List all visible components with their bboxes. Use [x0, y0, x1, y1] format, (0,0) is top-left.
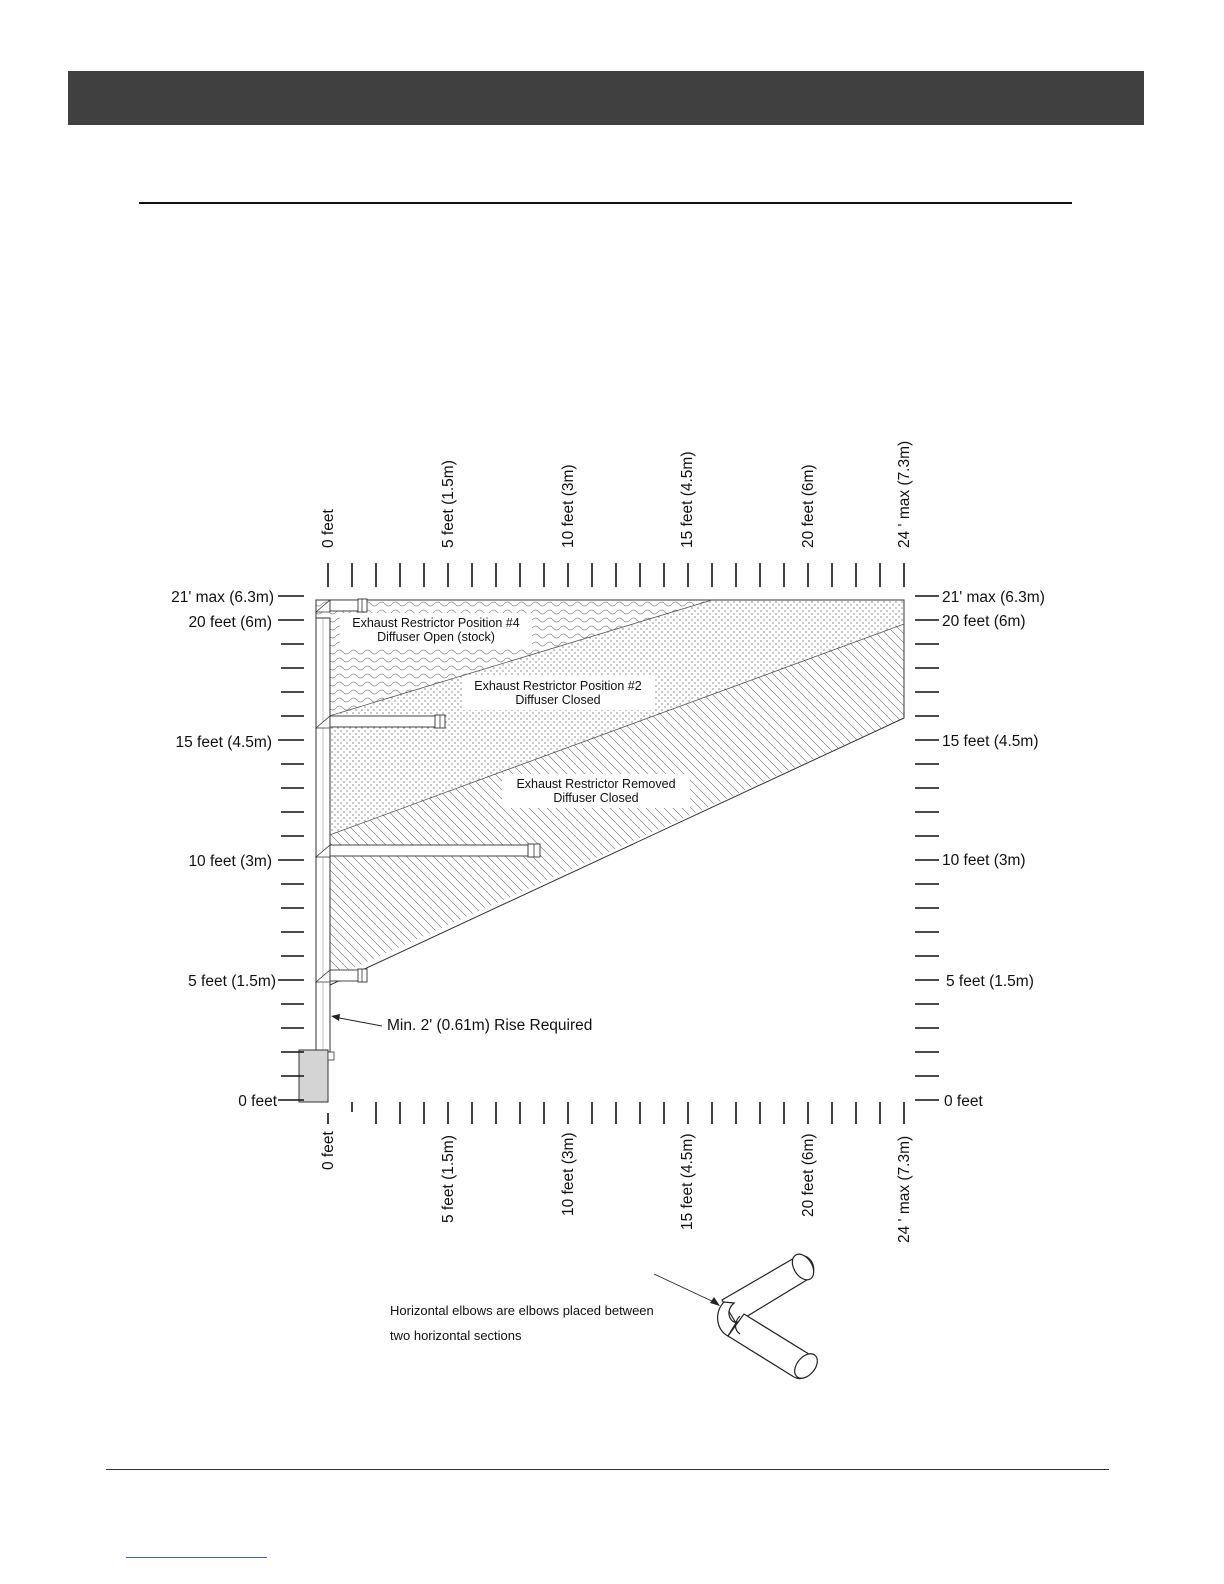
rise-arrow-line: [334, 1017, 382, 1026]
rise-note: Min. 2' (0.61m) Rise Required: [387, 1017, 593, 1034]
x-label-top-0: 0 feet: [320, 509, 337, 548]
footer-rule: [106, 1469, 1109, 1470]
x-label-top-24: 24 ' max (7.3m): [896, 440, 913, 548]
zone-label-removed: Exhaust Restrictor Removed: [516, 777, 676, 791]
zone-label-pos2-sub: Diffuser Closed: [515, 693, 601, 707]
zone-label-pos2: Exhaust Restrictor Position #2: [474, 679, 642, 693]
y-label-right-15: 15 feet (4.5m): [942, 733, 1039, 750]
x-label-bottom-20: 20 feet (6m): [800, 1133, 817, 1217]
zone-label-removed-sub: Diffuser Closed: [553, 791, 639, 805]
appliance-collar: [328, 1052, 334, 1060]
y-label-right-10: 10 feet (3m): [942, 852, 1026, 869]
termination-10ft: [316, 844, 540, 857]
elbow-note-line1: Horizontal elbows are elbows placed between: [390, 1303, 654, 1318]
elbow-note-line2: two horizontal sections: [390, 1328, 522, 1343]
x-label-top-5: 5 feet (1.5m): [440, 460, 457, 548]
y-label-left-0: 0 feet: [238, 1093, 277, 1110]
x-label-top-10: 10 feet (3m): [560, 464, 577, 548]
x-label-bottom-15: 15 feet (4.5m): [679, 1133, 696, 1230]
vent-pipe: [316, 618, 330, 1052]
x-label-bottom-24: 24 ' max (7.3m): [896, 1135, 913, 1243]
horizontal-elbow-illustration: [718, 1250, 822, 1382]
y-label-left-15: 15 feet (4.5m): [175, 734, 272, 751]
elbow-pointer-line: [654, 1274, 716, 1303]
x-label-bottom-10: 10 feet (3m): [560, 1132, 577, 1216]
y-label-right-21: 21' max (6.3m): [942, 589, 1045, 606]
y-label-left-10: 10 feet (3m): [188, 853, 272, 870]
x-label-top-15: 15 feet (4.5m): [679, 451, 696, 548]
zone-label-pos4-sub: Diffuser Open (stock): [377, 630, 495, 644]
y-label-left-20: 20 feet (6m): [188, 614, 272, 631]
elbow-pointer-arrowhead: [710, 1297, 720, 1306]
termination-16ft: [316, 715, 445, 728]
y-label-right-20: 20 feet (6m): [942, 613, 1026, 630]
y-label-right-0: 0 feet: [944, 1093, 983, 1110]
y-label-left-21: 21' max (6.3m): [171, 589, 274, 606]
y-label-right-5: 5 feet (1.5m): [946, 973, 1034, 990]
y-label-left-5: 5 feet (1.5m): [188, 973, 276, 990]
x-label-top-20: 20 feet (6m): [800, 464, 817, 548]
zone-label-pos4: Exhaust Restrictor Position #4: [352, 616, 520, 630]
x-label-bottom-0: 0 feet: [320, 1131, 337, 1170]
rise-arrowhead: [331, 1014, 340, 1021]
x-label-bottom-5: 5 feet (1.5m): [440, 1135, 457, 1223]
footer-link-underline: [126, 1557, 267, 1558]
